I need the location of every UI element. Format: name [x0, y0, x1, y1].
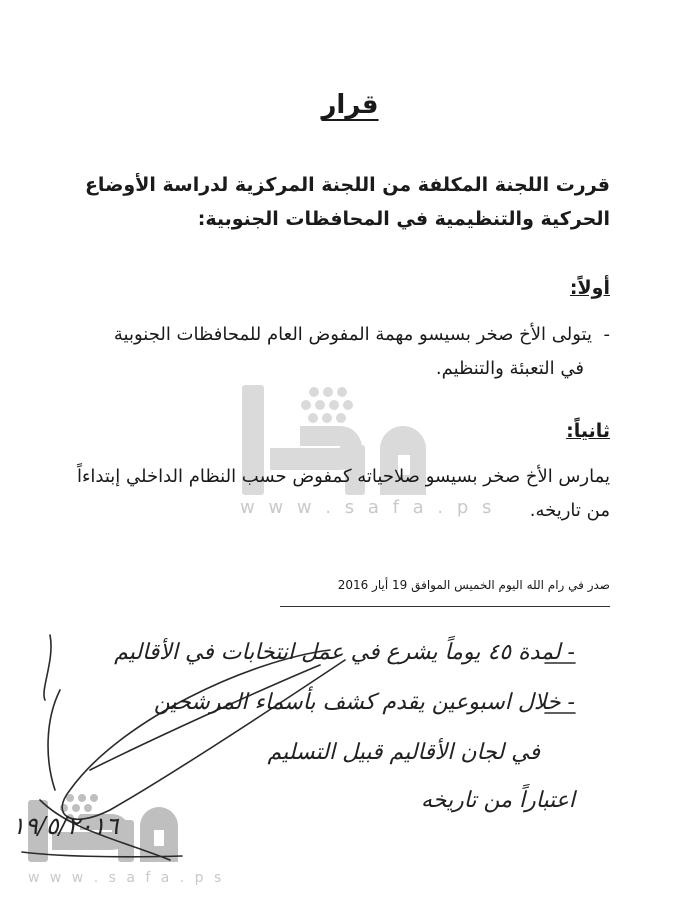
intro-paragraph: قررت اللجنة المكلفة من اللجنة المركزية لدراسة الأوضاع الحركية والتنظيمية في المحافظات الجنوبية: [84, 174, 610, 230]
handwritten-date: ١٩/٥/٢٠١٦ [12, 812, 119, 840]
section2-heading: ثانياً: [566, 420, 610, 442]
section2-paragraph: يمارس الأخ صخر بسيسو صلاحياته كمفوض حسب النظام الداخلي إبتداءاً من تاريخه. [76, 466, 610, 521]
section1-item [70, 318, 610, 386]
issued-line: صدر في رام الله اليوم الخميس الموافق 19 أيار 2016 [337, 578, 610, 592]
divider-line [280, 606, 610, 607]
section1-heading: أولاً: [569, 277, 610, 299]
handwritten-line-3: في لجان الأقاليم قبيل التسليم [267, 740, 540, 765]
watermark-url-corner: w w w . s a f a . p s [28, 870, 225, 886]
section1-line1: يتولى الأخ صخر بسيسو مهمة المفوض العام للمحافظات الجنوبية [113, 324, 592, 345]
document-title: قرار [321, 90, 379, 120]
watermark-url: w w w . s a f a . p s [240, 497, 496, 518]
section1-line2: في التعبئة والتنظيم. [435, 358, 584, 379]
handwritten-line-2: - خلال اسبوعين يقدم كشف بأسماء المرشحين [153, 690, 575, 715]
handwritten-line-1: - لمدة ٤٥ يوماً يشرع في عمل انتخابات في الأقاليم [114, 640, 575, 665]
bullet-dash: - [603, 324, 610, 345]
handwritten-line-4: اعتباراً من تاريخه [420, 788, 575, 813]
